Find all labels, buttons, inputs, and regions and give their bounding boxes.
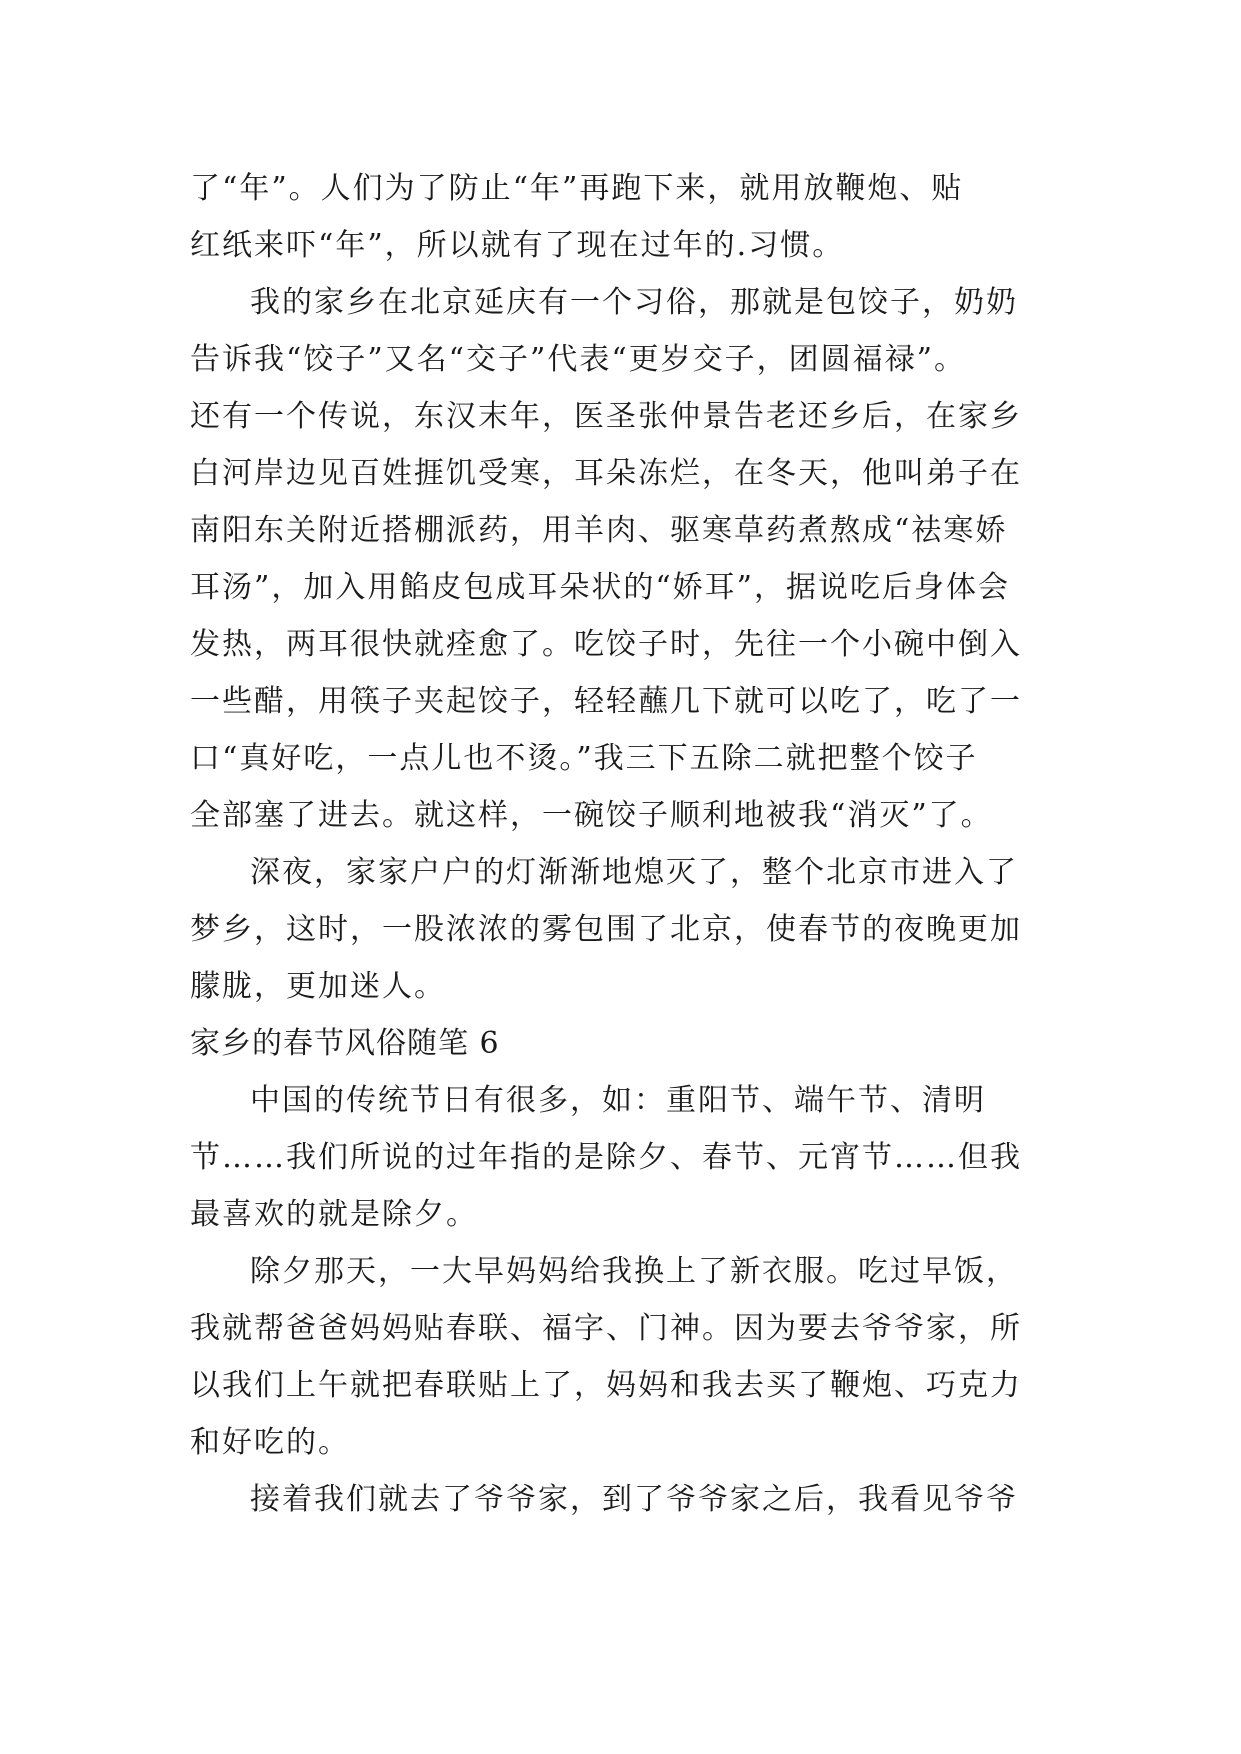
text-line: 和好吃的。 [190, 1425, 350, 1460]
section-heading: 家乡的春节风俗随笔 6 [190, 1026, 500, 1061]
text-line: 告诉我“饺子”又名“交子”代表“更岁交子，团圆福禄”。 [190, 342, 967, 377]
text-line: 中国的传统节日有很多，如：重阳节、端午节、清明 [250, 1083, 986, 1118]
text-line: 口“真好吃，一点儿也不烫。”我三下五除二就把整个饺子 [190, 741, 978, 776]
text-line: 节……我们所说的过年指的是除夕、春节、元宵节……但我 [190, 1140, 1022, 1175]
text-line: 梦乡，这时，一股浓浓的雾包围了北京，使春节的夜晚更加 [190, 912, 1022, 947]
document-body [190, 160, 1070, 1528]
text-line: 耳汤”，加入用餡皮包成耳朵状的“娇耳”，据说吃后身体会 [190, 570, 1011, 605]
text-line: 红纸来吓“年”，所以就有了现在过年的.习惯。 [190, 228, 845, 263]
text-line: 深夜，家家户户的灯渐渐地熄灭了，整个北京市进入了 [250, 855, 1018, 890]
text-line: 朦胧，更加迷人。 [190, 969, 446, 1004]
text-line: 发热，两耳很快就痊愈了。吃饺子时，先往一个小碗中倒入 [190, 627, 1022, 662]
text-line: 接着我们就去了爷爷家，到了爷爷家之后，我看见爷爷 [250, 1482, 1018, 1517]
text-line: 除夕那天，一大早妈妈给我换上了新衣服。吃过早饭， [250, 1254, 1018, 1289]
text-line: 我的家乡在北京延庆有一个习俗，那就是包饺子，奶奶 [250, 285, 1018, 320]
text-line: 我就帮爸爸妈妈贴春联、福字、门神。因为要去爷爷家，所 [190, 1311, 1022, 1346]
text-line: 全部塞了进去。就这样，一碗饺子顺利地被我“消灭”了。 [190, 798, 993, 833]
text-line: 了“年”。人们为了防止“年”再跑下来，就用放鞭炮、贴 [190, 171, 964, 206]
text-line: 南阳东关附近搭棚派药，用羊肉、驱寒草药煮熬成“祛寒娇 [190, 513, 1008, 548]
text-line: 还有一个传说，东汉末年，医圣张仲景告老还乡后，在家乡 [190, 399, 1022, 434]
text-line: 白河岸边见百姓捱饥受寒，耳朵冻烂，在冬天，他叫弟子在 [190, 456, 1022, 491]
text-line: 最喜欢的就是除夕。 [190, 1197, 478, 1232]
text-line: 以我们上午就把春联贴上了，妈妈和我去买了鞭炮、巧克力 [190, 1368, 1022, 1403]
text-line: 一些醋，用筷子夹起饺子，轻轻蘸几下就可以吃了，吃了一 [190, 684, 1022, 719]
